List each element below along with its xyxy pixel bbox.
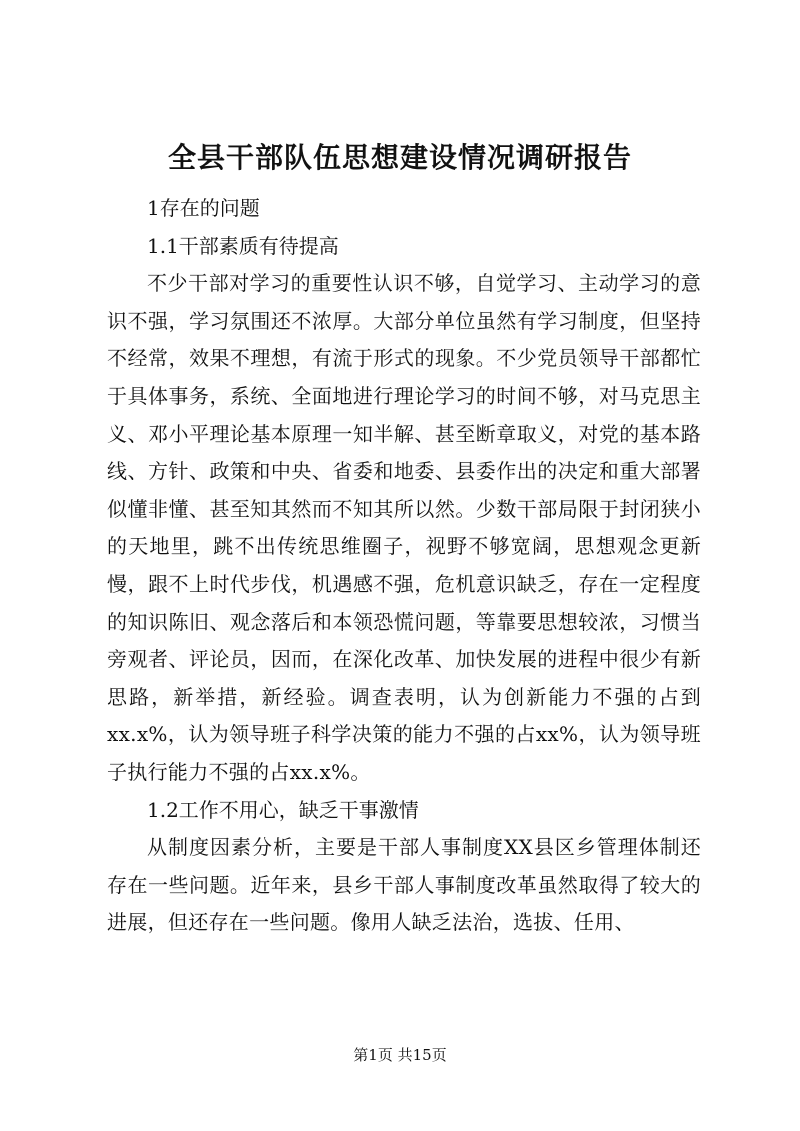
section-heading-1-2: 1.2工作不用心，缺乏干事激情	[147, 797, 419, 822]
document-body	[107, 190, 701, 942]
paragraph-1-1: 不少干部对学习的重要性认识不够，自觉学习、主动学习的意识不强，学习氛围还不浓厚。大部分单位虽然有学习制度，但坚持不经常，效果不理想，有流于形式的现象。不少党员领导干部都忙于具体事务，系统、全面地进行理论学习的时间不够，对马克思主义、邓小平理论基本原理一知半解、甚至断章取义，对党的基本路线、方针、政策和中央、省委和地委、县委作出的决定和重大部署似懂非懂、甚至知其然而不知其所以然。少数干部局限于封闭狭小的天地里，跳不出传统思维圈子，视野不够宽阔，思想观念更新慢，跟不上时代步伐，机遇感不强，危机意识缺乏，存在一定程度的知识陈旧、观念落后和本领恐慌问题，等靠要思想较浓，习惯当旁观者、评论员，因而，在深化改革、加快发展的进程中很少有新思路，新举措，新经验。调查表明，认为创新能力不强的占到xx.x%，认为领导班子科学决策的能力不强的占xx%，认为领导班子执行能力不强的占xx.x%。	[107, 271, 701, 784]
paragraph-1-2: 从制度因素分析，主要是干部人事制度XX县区乡管理体制还存在一些问题。近年来，县乡干部人事制度改革虽然取得了较大的进展，但还存在一些问题。像用人缺乏法治，选拔、任用、	[107, 835, 701, 935]
section-heading-1-1: 1.1干部素质有待提高	[147, 233, 339, 258]
section-heading-1: 1存在的问题	[147, 196, 260, 220]
document-title: 全县干部队伍思想建设情况调研报告	[167, 141, 632, 174]
page-footer: 第1页 共15页	[353, 1046, 447, 1064]
